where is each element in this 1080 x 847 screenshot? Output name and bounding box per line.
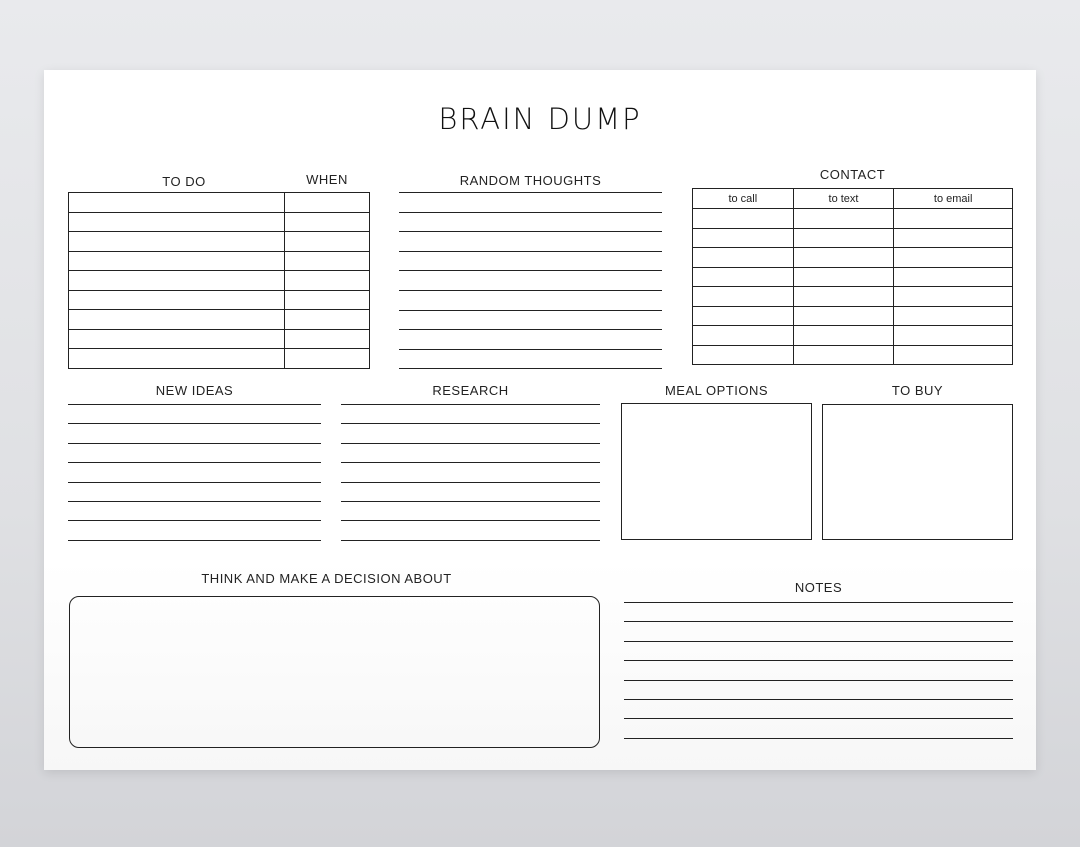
writing-line[interactable] bbox=[624, 602, 1013, 603]
writing-line[interactable] bbox=[624, 718, 1013, 719]
contact-row-cell[interactable] bbox=[894, 326, 1013, 346]
writing-line[interactable] bbox=[68, 482, 321, 483]
contact-row-cell[interactable] bbox=[793, 326, 894, 346]
todo-row-cell[interactable] bbox=[285, 290, 370, 310]
todo-row-cell[interactable] bbox=[285, 329, 370, 349]
contact-row-cell[interactable] bbox=[693, 287, 794, 307]
contact-row bbox=[693, 326, 1013, 346]
contact-row-cell[interactable] bbox=[894, 306, 1013, 326]
when-heading: WHEN bbox=[306, 172, 348, 187]
contact-row-cell[interactable] bbox=[693, 209, 794, 229]
contact-row-cell[interactable] bbox=[693, 248, 794, 268]
writing-line[interactable] bbox=[68, 520, 321, 521]
writing-line[interactable] bbox=[341, 482, 600, 483]
writing-line[interactable] bbox=[68, 443, 321, 444]
contact-row-cell[interactable] bbox=[793, 345, 894, 365]
writing-line[interactable] bbox=[68, 501, 321, 502]
todo-row-cell[interactable] bbox=[69, 329, 285, 349]
todo-row-cell[interactable] bbox=[285, 271, 370, 291]
contact-heading: CONTACT bbox=[819, 167, 886, 182]
todo-row bbox=[69, 212, 370, 232]
todo-row-cell[interactable] bbox=[285, 193, 370, 213]
contact-row bbox=[693, 228, 1013, 248]
todo-row-cell[interactable] bbox=[69, 232, 285, 252]
todo-heading: TO DO bbox=[162, 174, 206, 189]
contact-row bbox=[693, 345, 1013, 365]
decision-heading: THINK AND MAKE A DECISION ABOUT bbox=[201, 571, 452, 586]
writing-line[interactable] bbox=[68, 404, 321, 405]
contact-row-cell[interactable] bbox=[894, 248, 1013, 268]
writing-line[interactable] bbox=[399, 368, 662, 369]
writing-line[interactable] bbox=[624, 680, 1013, 681]
writing-line[interactable] bbox=[624, 621, 1013, 622]
writing-line[interactable] bbox=[341, 443, 600, 444]
todo-row bbox=[69, 271, 370, 291]
meal-options-heading: MEAL OPTIONS bbox=[664, 383, 769, 398]
contact-row bbox=[693, 306, 1013, 326]
contact-column-to-text: to text bbox=[793, 189, 894, 209]
random-thoughts-heading: RANDOM THOUGHTS bbox=[459, 173, 602, 188]
meal-options-box[interactable] bbox=[621, 403, 812, 540]
contact-row-cell[interactable] bbox=[793, 228, 894, 248]
writing-line[interactable] bbox=[68, 462, 321, 463]
contact-table bbox=[692, 188, 1013, 365]
writing-line[interactable] bbox=[341, 520, 600, 521]
notes-heading: NOTES bbox=[794, 580, 843, 595]
contact-row-cell[interactable] bbox=[793, 209, 894, 229]
writing-line[interactable] bbox=[624, 641, 1013, 642]
contact-row bbox=[693, 287, 1013, 307]
todo-table bbox=[68, 192, 370, 369]
contact-row bbox=[693, 267, 1013, 287]
writing-line[interactable] bbox=[341, 501, 600, 502]
todo-row bbox=[69, 290, 370, 310]
todo-row bbox=[69, 232, 370, 252]
contact-row-cell[interactable] bbox=[793, 267, 894, 287]
todo-row-cell[interactable] bbox=[69, 251, 285, 271]
todo-row bbox=[69, 310, 370, 330]
decision-box[interactable] bbox=[69, 596, 600, 748]
writing-line[interactable] bbox=[399, 231, 662, 232]
contact-row-cell[interactable] bbox=[693, 228, 794, 248]
writing-line[interactable] bbox=[68, 540, 321, 541]
writing-line[interactable] bbox=[399, 329, 662, 330]
todo-row-cell[interactable] bbox=[285, 349, 370, 369]
writing-line[interactable] bbox=[399, 192, 662, 193]
writing-line[interactable] bbox=[399, 349, 662, 350]
writing-line[interactable] bbox=[399, 270, 662, 271]
todo-row bbox=[69, 349, 370, 369]
contact-row-cell[interactable] bbox=[693, 345, 794, 365]
planner-sheet bbox=[44, 70, 1036, 770]
contact-row-cell[interactable] bbox=[693, 267, 794, 287]
todo-row-cell[interactable] bbox=[285, 212, 370, 232]
contact-row bbox=[693, 248, 1013, 268]
writing-line[interactable] bbox=[399, 212, 662, 213]
contact-row-cell[interactable] bbox=[894, 209, 1013, 229]
contact-row-cell[interactable] bbox=[894, 345, 1013, 365]
contact-row-cell[interactable] bbox=[693, 306, 794, 326]
contact-row-cell[interactable] bbox=[894, 228, 1013, 248]
writing-line[interactable] bbox=[341, 540, 600, 541]
contact-column-to-email: to email bbox=[894, 189, 1013, 209]
contact-row-cell[interactable] bbox=[793, 306, 894, 326]
todo-row-cell[interactable] bbox=[69, 349, 285, 369]
todo-row-cell[interactable] bbox=[285, 232, 370, 252]
writing-line[interactable] bbox=[399, 310, 662, 311]
todo-row-cell[interactable] bbox=[69, 310, 285, 330]
todo-row-cell[interactable] bbox=[285, 310, 370, 330]
writing-line[interactable] bbox=[341, 404, 600, 405]
contact-row-cell[interactable] bbox=[894, 267, 1013, 287]
contact-row-cell[interactable] bbox=[793, 287, 894, 307]
todo-row-cell[interactable] bbox=[285, 251, 370, 271]
contact-row-cell[interactable] bbox=[693, 326, 794, 346]
contact-row-cell[interactable] bbox=[793, 248, 894, 268]
todo-row-cell[interactable] bbox=[69, 193, 285, 213]
todo-row-cell[interactable] bbox=[69, 212, 285, 232]
contact-row-cell[interactable] bbox=[894, 287, 1013, 307]
todo-row-cell[interactable] bbox=[69, 271, 285, 291]
writing-line[interactable] bbox=[624, 699, 1013, 700]
contact-column-to-call: to call bbox=[693, 189, 794, 209]
writing-line[interactable] bbox=[341, 462, 600, 463]
writing-line[interactable] bbox=[624, 660, 1013, 661]
writing-line[interactable] bbox=[399, 251, 662, 252]
todo-row bbox=[69, 251, 370, 271]
writing-line[interactable] bbox=[68, 423, 321, 424]
writing-line[interactable] bbox=[399, 290, 662, 291]
writing-line[interactable] bbox=[341, 423, 600, 424]
to-buy-heading: TO BUY bbox=[891, 383, 944, 398]
todo-row bbox=[69, 329, 370, 349]
to-buy-box[interactable] bbox=[822, 404, 1013, 540]
contact-row bbox=[693, 209, 1013, 229]
research-heading: RESEARCH bbox=[432, 383, 509, 398]
todo-row bbox=[69, 193, 370, 213]
new-ideas-heading: NEW IDEAS bbox=[155, 383, 234, 398]
page-title: BRAIN DUMP bbox=[438, 102, 642, 136]
writing-line[interactable] bbox=[624, 738, 1013, 739]
todo-row-cell[interactable] bbox=[69, 290, 285, 310]
